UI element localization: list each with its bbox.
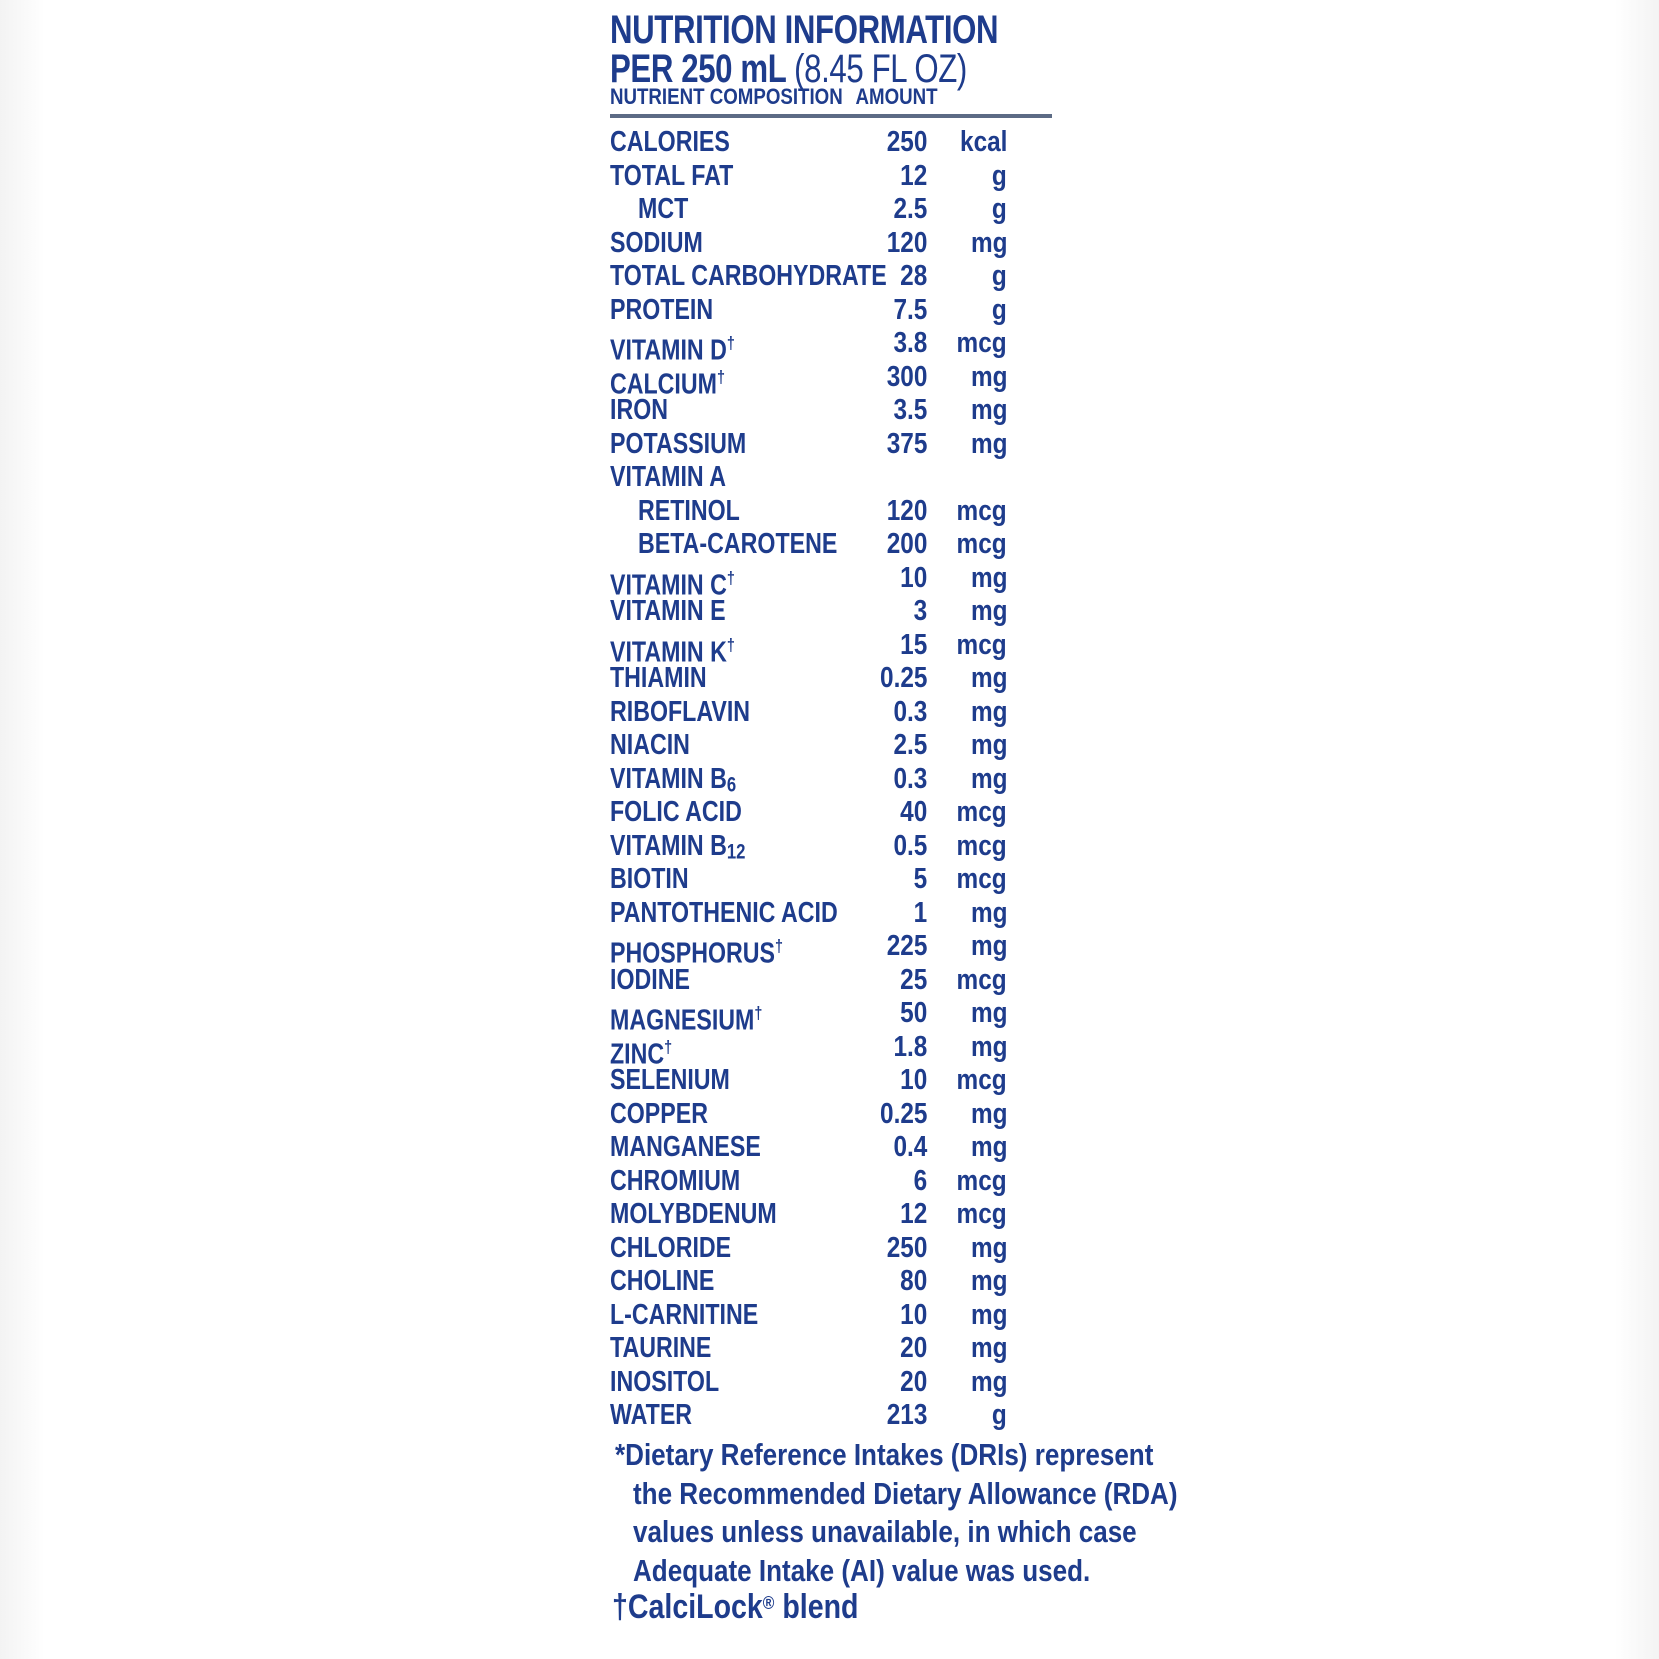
registered-trademark-icon: ® [762,1591,775,1613]
nutrient-unit: mcg [956,1198,1007,1230]
nutrient-row [610,1232,1052,1266]
nutrient-amount: 10 [899,1298,927,1331]
nutrient-row [610,160,1052,194]
nutrient-unit: mg [970,1030,1007,1063]
nutrient-row [610,863,1052,897]
nutrient-amount: 50 [899,997,927,1029]
nutrient-label: RIBOFLAVIN [610,695,751,728]
calcilock-footnote [612,1588,905,1627]
nutrient-row [610,897,1052,931]
nutrient-amount: 3.5 [893,394,927,426]
nutrient-row [610,260,1052,294]
nutrient-amount: 12 [899,159,927,192]
nutrient-amount: 2.5 [893,193,927,225]
nutrient-row [610,1198,1052,1232]
nutrient-row [610,796,1052,830]
nutrient-unit: mg [970,1265,1007,1297]
nutrient-label: RETINOL [638,494,740,527]
nutrient-unit: mg [970,997,1007,1029]
nutrient-label: IRON [610,394,668,426]
nutrient-row [610,1098,1052,1132]
nutrient-unit: g [992,193,1007,225]
nutrient-label: CALCIUM† [610,366,725,401]
nutrient-amount: 1 [913,896,927,929]
nutrient-amount: 213 [886,1399,927,1431]
nutrient-label: COPPER [610,1097,708,1130]
nutrient-unit: mg [970,1365,1007,1398]
nutrient-label: VITAMIN C† [610,567,735,602]
nutrient-amount: 20 [899,1365,927,1398]
nutrient-row [610,1165,1052,1199]
nutrient-row [610,696,1052,730]
nutrient-label: TOTAL CARBOHYDRATE [610,260,887,292]
subscript-digits: 12 [726,839,746,863]
nutrient-unit: mcg [956,796,1007,828]
nutrient-label: TOTAL FAT [610,159,734,192]
nutrient-amount: 15 [899,628,927,661]
nutrient-label: POTASSIUM [610,427,747,460]
nutrient-amount: 10 [899,561,927,594]
nutrient-row [610,1299,1052,1333]
nutrient-row [610,461,1052,495]
nutrient-row [610,193,1052,227]
nutrient-amount: 5 [913,863,927,895]
nutrient-amount: 20 [899,1332,927,1364]
dri-footnote [615,1436,1178,1590]
nutrient-label: CHLORIDE [610,1231,732,1264]
nutrient-row [610,428,1052,462]
nutrient-table [610,126,1052,1433]
nutrient-label: MAGNESIUM† [610,1003,763,1037]
nutrient-unit: mcg [956,1164,1007,1197]
nutrient-unit: mg [970,896,1007,929]
nutrient-amount: 0.25 [879,662,927,694]
nutrient-unit: mcg [956,963,1007,996]
nutrient-amount: 40 [899,796,927,828]
serving-size-light: (8.45 FL OZ) [794,47,967,91]
nutrient-label: MOLYBDENUM [610,1198,777,1230]
nutrient-unit: mg [970,595,1007,627]
nutrient-unit: mg [970,360,1007,393]
nutrient-unit: mg [970,1097,1007,1130]
nutrient-unit: mg [970,729,1007,761]
nutrient-unit: g [992,293,1007,326]
nutrient-unit: mg [970,1131,1007,1163]
nutrient-amount: 120 [886,494,927,527]
nutrient-label: VITAMIN B6 [610,762,737,796]
nutrient-unit: mcg [956,327,1007,359]
nutrient-amount: 0.3 [893,762,927,795]
nutrient-unit: mcg [956,1064,1007,1096]
nutrient-unit: mg [970,561,1007,594]
nutrient-row [610,662,1052,696]
nutrient-amount: 0.25 [879,1097,927,1130]
nutrient-label: PANTOTHENIC ACID [610,896,838,929]
nutrient-label: CALORIES [610,126,730,158]
nutrient-unit: kcal [959,126,1007,158]
nutrient-row [610,1064,1052,1098]
nutrient-row [610,561,1052,602]
title-line-1: NUTRITION INFORMATION [610,8,999,52]
nutrient-unit: mcg [956,494,1007,527]
nutrient-row [610,528,1052,562]
nutrient-label: CHROMIUM [610,1164,741,1197]
nutrient-label: BIOTIN [610,863,689,895]
nutrient-label: SODIUM [610,226,703,259]
footnote-line: the Recommended Dietary Allowance (RDA) [633,1475,1178,1511]
nutrient-row [610,126,1052,160]
nutrient-label: VITAMIN E [610,595,726,627]
dagger-footnote-marker: † [726,333,735,353]
nutrient-amount: 25 [899,963,927,996]
nutrient-amount: 2.5 [893,729,927,761]
nutrient-label: MANGANESE [610,1131,761,1163]
nutrient-unit: mg [970,394,1007,426]
nutrient-unit: mg [970,695,1007,728]
nutrient-unit: mg [970,427,1007,460]
nutrient-label: VITAMIN K† [610,634,735,669]
nutrient-row [610,729,1052,763]
nutrient-amount: 12 [899,1198,927,1230]
footnote-line: Adequate Intake (AI) value was used. [633,1552,1091,1588]
nutrient-unit: mg [970,930,1007,962]
nutrient-label: MCT [638,193,689,225]
nutrient-row [610,930,1052,970]
nutrient-label: PROTEIN [610,293,714,326]
nutrient-label: THIAMIN [610,662,707,694]
nutrient-unit: g [992,159,1007,192]
dagger-footnote-marker: † [726,634,735,655]
nutrient-amount: 200 [886,528,927,560]
nutrient-label: VITAMIN B12 [610,829,746,863]
serving-size-bold: PER 250 mL [610,47,786,91]
nutrient-row [610,1131,1052,1165]
nutrient-label: FOLIC ACID [610,796,742,828]
nutrient-row [610,495,1052,529]
nutrient-row [610,830,1052,864]
nutrient-label: L-CARNITINE [610,1298,759,1331]
nutrient-label: PHOSPHORUS† [610,936,784,970]
footnote-line: values unless unavailable, in which case [633,1514,1137,1549]
nutrient-unit: mg [970,1298,1007,1331]
nutrient-label: NIACIN [610,729,690,761]
nutrient-unit: mcg [956,863,1007,895]
nutrient-row [610,1366,1052,1400]
nutrient-amount: 250 [886,126,927,158]
nutrient-amount: 10 [899,1064,927,1096]
nutrient-unit: mcg [956,829,1007,862]
dagger-footnote-marker: † [775,936,784,956]
calcilock-name: †CalciLock [612,1588,763,1626]
nutrient-row [610,327,1052,367]
nutrient-row [610,997,1052,1037]
nutrient-amount: 0.3 [893,695,927,728]
nutrient-row [610,1265,1052,1299]
subscript-digits: 6 [726,772,737,796]
dagger-footnote-marker: † [754,1003,763,1023]
nutrient-amount: 28 [899,260,927,292]
nutrient-amount: 6 [913,1164,927,1197]
column-header-nutrient: NUTRIENT COMPOSITION [610,84,843,109]
nutrient-label: BETA-CAROTENE [638,528,838,560]
nutrient-label: ZINC† [610,1036,673,1071]
nutrient-row [610,595,1052,629]
nutrient-unit: mg [970,762,1007,795]
nutrient-row [610,360,1052,401]
nutrient-label: INOSITOL [610,1365,720,1398]
nutrient-amount: 120 [886,226,927,259]
nutrient-unit: mg [970,226,1007,259]
nutrient-unit: g [992,260,1007,292]
nutrient-label: VITAMIN D† [610,333,735,367]
nutrient-amount: 225 [886,930,927,962]
nutrient-row [610,628,1052,669]
nutrient-row [610,294,1052,328]
nutrient-amount: 300 [886,360,927,393]
nutrient-amount: 7.5 [893,293,927,326]
nutrient-amount: 0.4 [893,1131,927,1163]
nutrient-unit: mg [970,662,1007,694]
dagger-footnote-marker: † [664,1036,673,1057]
nutrient-unit: mcg [956,528,1007,560]
nutrient-unit: g [992,1399,1007,1431]
nutrient-amount: 80 [899,1265,927,1297]
dagger-footnote-marker: † [716,366,725,387]
nutrient-label: SELENIUM [610,1064,730,1096]
dagger-footnote-marker: † [726,567,735,588]
calcilock-suffix: blend [774,1588,859,1626]
nutrient-row [610,763,1052,797]
nutrient-row [610,227,1052,261]
header-divider [610,114,1052,118]
nutrient-amount: 375 [886,427,927,460]
nutrient-row [610,1399,1052,1433]
nutrient-row [610,1030,1052,1071]
nutrient-row [610,394,1052,428]
nutrient-unit: mg [970,1231,1007,1264]
nutrient-label: CHOLINE [610,1265,715,1297]
nutrient-unit: mcg [956,628,1007,661]
nutrient-amount: 3.8 [893,327,927,359]
nutrient-label: VITAMIN A [610,461,726,493]
nutrient-row [610,1332,1052,1366]
nutrient-amount: 0.5 [893,829,927,862]
nutrient-label: IODINE [610,963,690,996]
footnote-line: *Dietary Reference Intakes (DRIs) represent [615,1437,1154,1472]
nutrient-label: TAURINE [610,1332,712,1364]
nutrient-unit: mg [970,1332,1007,1364]
nutrient-amount: 250 [886,1231,927,1264]
nutrient-amount: 1.8 [893,1030,927,1063]
nutrient-amount: 3 [913,595,927,627]
nutrient-row [610,964,1052,998]
column-header-amount: AMOUNT [855,84,938,109]
nutrient-label: WATER [610,1399,693,1431]
